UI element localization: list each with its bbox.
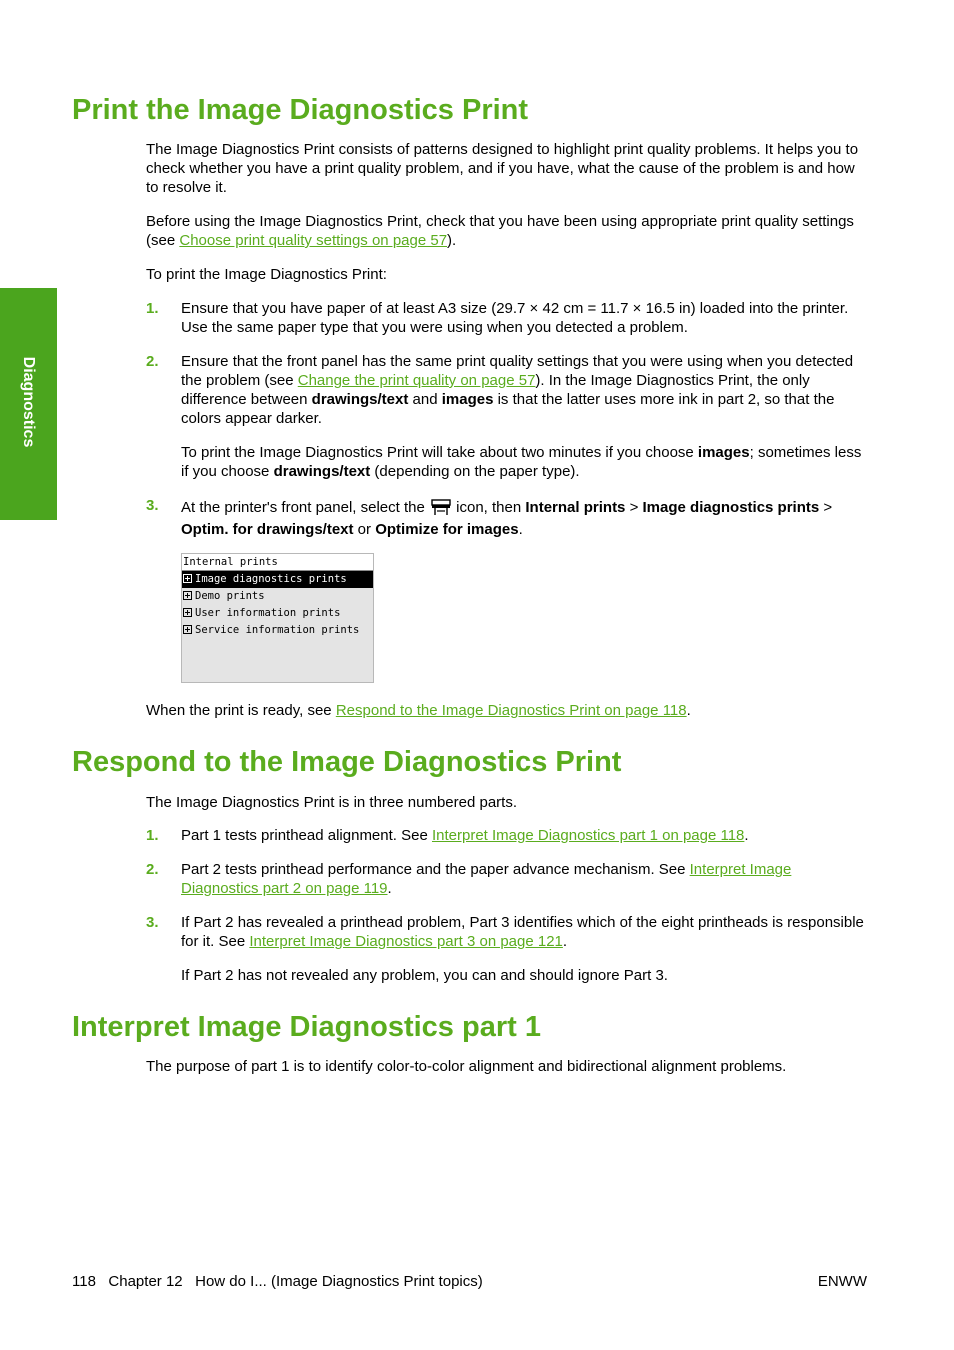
- menu-item-demo-prints[interactable]: Demo prints: [182, 588, 373, 605]
- heading-respond-image-diagnostics: Respond to the Image Diagnostics Print: [72, 746, 622, 778]
- step-2-text: Ensure that the front panel has the same print quality settings that you were using when you detected the problem (see Change the print quality on page 57). In the Image Diagnostics Print, the only difference between drawings/text and images is that the latter uses more ink in part 2, so that the colors appear darker.: [181, 353, 854, 427]
- section3-intro: The purpose of part 1 is to identify color-to-color alignment and bidirectional alignment problems.: [146, 1058, 787, 1075]
- expand-icon: [183, 625, 192, 634]
- menu-item-image-diagnostics-prints[interactable]: Image diagnostics prints: [182, 571, 373, 588]
- printer-icon: [431, 499, 451, 516]
- menu-item-service-information-prints[interactable]: Service information prints: [182, 622, 373, 639]
- step-3-number: 3.: [146, 497, 159, 514]
- link-respond-image-diagnostics[interactable]: Respond to the Image Diagnostics Print on page 118: [335, 702, 687, 719]
- part-3-number: 3.: [146, 914, 159, 931]
- menu-item-user-information-prints[interactable]: User information prints: [182, 605, 373, 622]
- menu-title: Internal prints: [182, 554, 373, 571]
- expand-icon: [183, 608, 192, 617]
- part-2-number: 2.: [146, 861, 159, 878]
- intro-paragraph: The Image Diagnostics Print consists of patterns designed to highlight print quality problems. It helps you to check whether you have a print quality problem, and if you have, what the cause of the problem is and how to resolve it.: [146, 141, 859, 196]
- link-interpret-part-3[interactable]: Interpret Image Diagnostics part 3 on page 121: [249, 933, 563, 950]
- footer-page-info: 118 Chapter 12 How do I... (Image Diagnostics Print topics): [72, 1273, 483, 1290]
- link-change-print-quality[interactable]: Change the print quality on page 57: [297, 372, 536, 389]
- section2-intro: The Image Diagnostics Print is in three numbered parts.: [146, 794, 518, 811]
- ready-paragraph: When the print is ready, see Respond to the Image Diagnostics Print on page 118.: [146, 702, 691, 719]
- front-panel-menu: [181, 553, 374, 683]
- link-interpret-part-2[interactable]: Interpret Image Diagnostics part 2 on page 119: [181, 861, 792, 897]
- step-1-number: 1.: [146, 300, 159, 317]
- step-1-text: Ensure that you have paper of at least A3 size (29.7 × 42 cm = 11.7 × 16.5 in) loaded into the printer. Use the same paper type that you were using when you detected a problem.: [181, 300, 849, 336]
- link-choose-print-quality[interactable]: Choose print quality settings on page 57: [179, 232, 448, 249]
- part-2-text: Part 2 tests printhead performance and the paper advance mechanism. See Interpret Image Diagnostics part 2 on page 119.: [181, 861, 792, 897]
- part-1-number: 1.: [146, 827, 159, 844]
- step-3-text: At the printer's front panel, select the icon, then Internal prints > Image diagnostics prints > Optim. for drawings/text or Optimize for images.: [181, 499, 833, 538]
- side-tab-label: Diagnostics: [20, 356, 37, 448]
- step-2-number: 2.: [146, 353, 159, 370]
- footer-enww: ENWW: [817, 1273, 867, 1290]
- part-3-note: If Part 2 has not revealed any problem, you can and should ignore Part 3.: [181, 967, 668, 984]
- part-3-text: If Part 2 has revealed a printhead problem, Part 3 identifies which of the eight printheads is responsible for it. See Interpret Image Diagnostics part 3 on page 121.: [181, 914, 864, 950]
- expand-icon: [183, 591, 192, 600]
- step-2-note: To print the Image Diagnostics Print will take about two minutes if you choose images; sometimes less if you choose drawings/text (depending on the paper type).: [181, 444, 862, 480]
- heading-interpret-part-1: Interpret Image Diagnostics part 1: [72, 1011, 541, 1043]
- before-paragraph: Before using the Image Diagnostics Print, check that you have been using appropriate print quality settings (see Choose print quality settings on page 57).: [146, 213, 854, 249]
- link-interpret-part-1[interactable]: Interpret Image Diagnostics part 1 on page 118: [431, 827, 745, 844]
- expand-icon: [183, 574, 192, 583]
- to-print-paragraph: To print the Image Diagnostics Print:: [146, 266, 387, 283]
- heading-print-image-diagnostics: Print the Image Diagnostics Print: [72, 94, 529, 126]
- part-1-text: Part 1 tests printhead alignment. See Interpret Image Diagnostics part 1 on page 118.: [181, 827, 749, 844]
